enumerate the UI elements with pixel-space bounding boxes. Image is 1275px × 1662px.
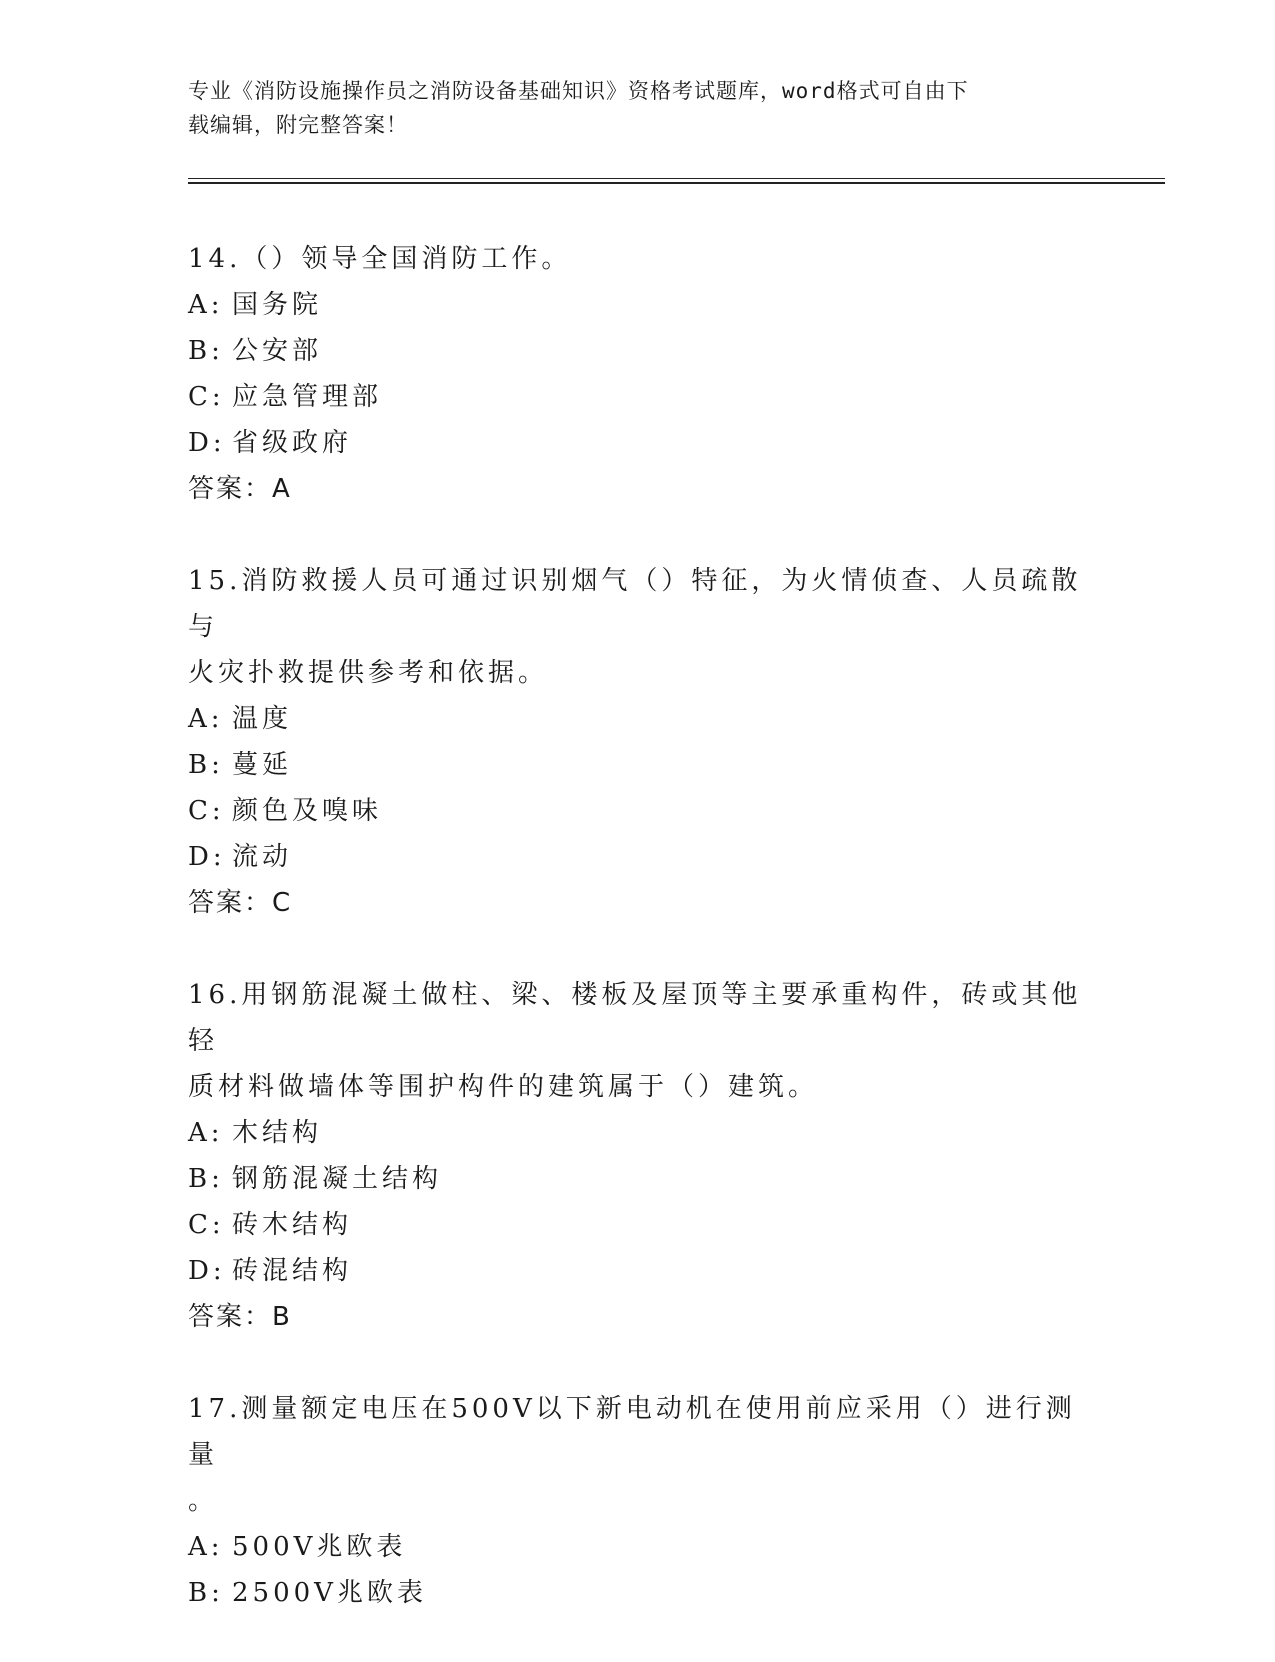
- option-text: 流动: [232, 842, 293, 872]
- option-key: D:: [188, 428, 226, 458]
- option-text: 500V兆欧表: [232, 1532, 407, 1562]
- option-key: B:: [188, 1164, 224, 1194]
- question-list: [188, 236, 1088, 1662]
- option-key: C:: [188, 382, 225, 412]
- option-key: A:: [188, 290, 224, 320]
- option-text: 砖木结构: [232, 1210, 353, 1240]
- option-c: [188, 1202, 1088, 1248]
- option-a: [188, 696, 1088, 742]
- question-16: [188, 972, 1088, 1340]
- option-text: 颜色及嗅味: [232, 796, 383, 826]
- question-stem-line-1: 15.消防救援人员可通过识别烟气（）特征，为火情侦查、人员疏散与: [188, 566, 1082, 642]
- option-text: 2500V兆欧表: [232, 1578, 427, 1608]
- option-key: D:: [188, 842, 226, 872]
- question-15: [188, 558, 1088, 926]
- option-text: 应急管理部: [232, 382, 383, 412]
- question-stem-line-1: 16.用钢筋混凝土做柱、梁、楼板及屋顶等主要承重构件，砖或其他轻: [188, 980, 1082, 1056]
- option-b: [188, 328, 1088, 374]
- option-key: B:: [188, 750, 224, 780]
- option-b: [188, 1156, 1088, 1202]
- header-line-2: 载编辑，附完整答案！: [188, 113, 408, 137]
- option-c: [188, 788, 1088, 834]
- question-14: [188, 236, 1088, 512]
- option-d: [188, 1248, 1088, 1294]
- option-text: 蔓延: [232, 750, 293, 780]
- question-17: [188, 1386, 1088, 1616]
- question-stem: 14.（）领导全国消防工作。: [188, 244, 572, 274]
- option-key: D:: [188, 1256, 226, 1286]
- question-stem-line-1: 17.测量额定电压在500V以下新电动机在使用前应采用（）进行测量: [188, 1394, 1076, 1470]
- option-a: [188, 1110, 1088, 1156]
- option-c: [188, 374, 1088, 420]
- option-key: C:: [188, 796, 225, 826]
- option-text: 国务院: [232, 290, 323, 320]
- question-stem-line-2: 质材料做墙体等围护构件的建筑属于（）建筑。: [188, 1072, 819, 1102]
- answer-line: 答案：A: [188, 474, 292, 504]
- question-stem-line-2: 火灾扑救提供参考和依据。: [188, 658, 549, 688]
- option-text: 钢筋混凝土结构: [232, 1164, 443, 1194]
- header-divider-top: [188, 178, 1165, 179]
- option-b: [188, 742, 1088, 788]
- option-d: [188, 420, 1088, 466]
- question-stem-line-2: 。: [188, 1486, 219, 1516]
- option-a: [188, 282, 1088, 328]
- header-divider-bottom: [188, 182, 1165, 184]
- answer-line: 答案：C: [188, 888, 293, 918]
- option-d: [188, 834, 1088, 880]
- option-text: 省级政府: [232, 428, 353, 458]
- option-key: B:: [188, 1578, 224, 1608]
- option-text: 温度: [232, 704, 293, 734]
- header-line-1: 专业《消防设施操作员之消防设备基础知识》资格考试题库，word格式可自由下: [188, 79, 969, 103]
- option-key: A:: [188, 1118, 224, 1148]
- option-b: [188, 1570, 1088, 1616]
- option-key: A:: [188, 704, 224, 734]
- option-key: C:: [188, 1210, 225, 1240]
- option-text: 砖混结构: [232, 1256, 353, 1286]
- option-key: B:: [188, 336, 224, 366]
- option-text: 公安部: [232, 336, 323, 366]
- answer-line: 答案：B: [188, 1302, 292, 1332]
- document-header: [188, 74, 1068, 142]
- option-text: 木结构: [232, 1118, 323, 1148]
- option-a: [188, 1524, 1088, 1570]
- option-key: A:: [188, 1532, 224, 1562]
